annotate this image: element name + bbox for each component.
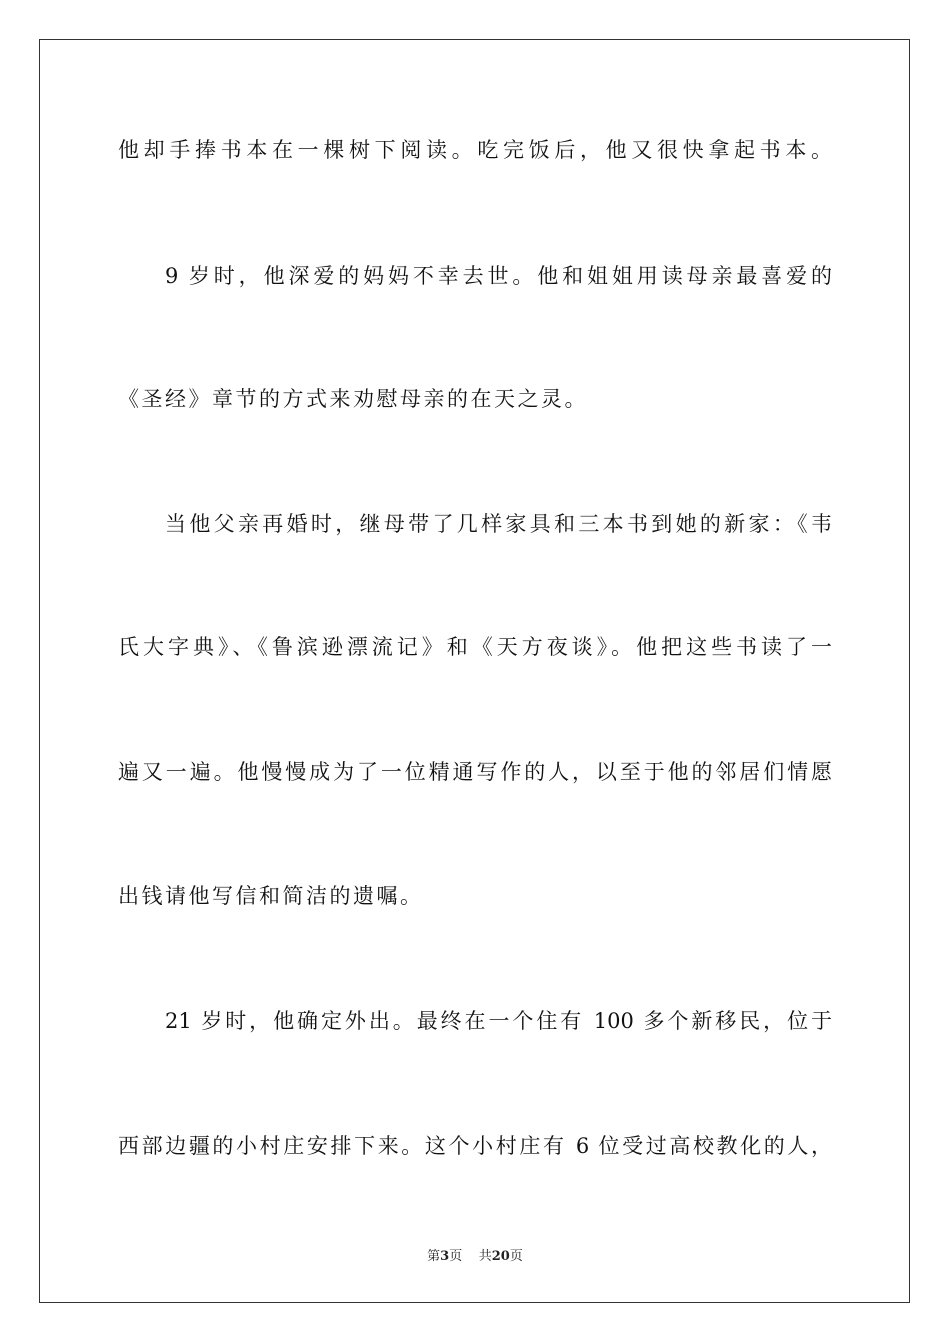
text-line-1: 他却手捧书本在一棵树下阅读。吃完饭后，他又很快拿起书本。 xyxy=(118,138,832,162)
text-line-7: 出钱请他写信和简洁的遗嘱。 xyxy=(118,884,424,908)
text-line-4: 当他父亲再婚时，继母带了几样家具和三本书到她的新家：《韦 xyxy=(165,512,832,536)
page-prefix: 第 xyxy=(427,1249,441,1264)
text-line-9: 西部边疆的小村庄安排下来。这个小村庄有 6 位受过高校教化的人， xyxy=(118,1134,832,1158)
total-prefix: 共 xyxy=(478,1249,492,1264)
total-suffix: 页 xyxy=(509,1249,523,1264)
page-number: 3 xyxy=(440,1249,450,1264)
page-footer xyxy=(0,1248,950,1266)
text-line-6: 遍又一遍。他慢慢成为了一位精通写作的人，以至于他的邻居们情愿 xyxy=(118,760,832,784)
text-line-8: 21 岁时，他确定外出。最终在一个住有 100 多个新移民，位于 xyxy=(165,1009,832,1033)
page-suffix: 页 xyxy=(449,1249,463,1264)
text-line-2: 9 岁时，他深爱的妈妈不幸去世。他和姐姐用读母亲最喜爱的 xyxy=(165,264,832,288)
text-line-3: 《圣经》章节的方式来劝慰母亲的在天之灵。 xyxy=(118,387,588,411)
total-pages: 20 xyxy=(491,1249,510,1264)
page-border xyxy=(39,39,910,1303)
text-line-5: 氏大字典》、《鲁滨逊漂流记》和《天方夜谈》。他把这些书读了一 xyxy=(118,635,832,659)
